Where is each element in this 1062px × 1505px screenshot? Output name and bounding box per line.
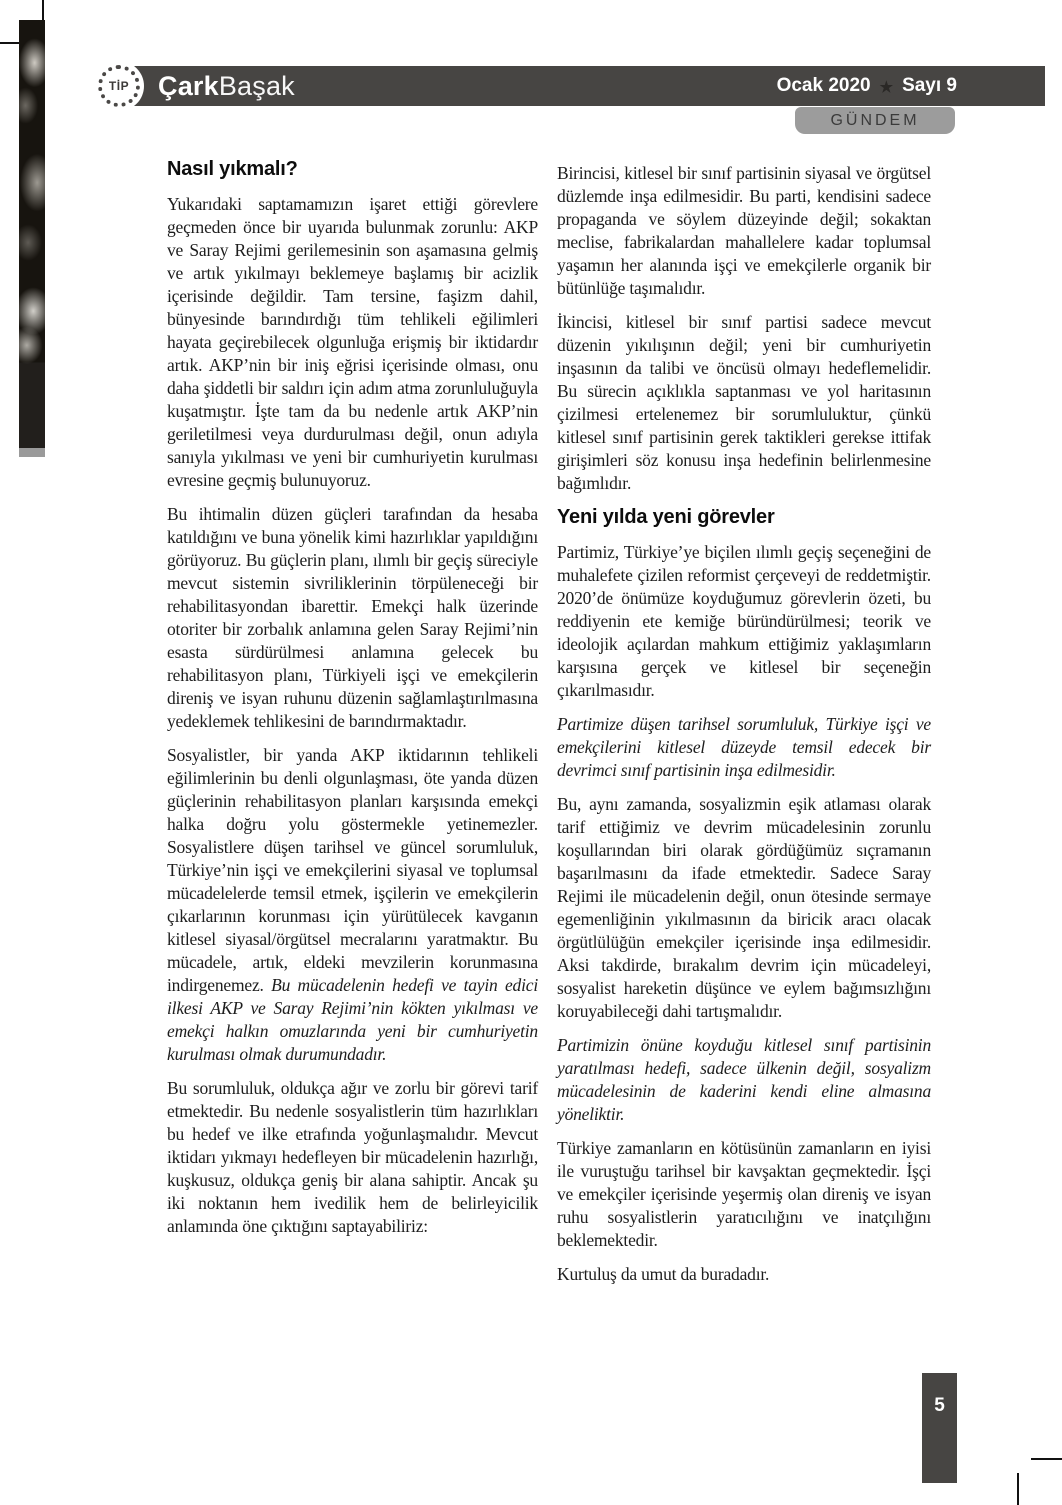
paragraph-emphasis: Bu mücadelenin hedefi ve tayin edici ilkesi AKP ve Saray Rejimi’nin kökten yıkılması ve emekçi halkın omuzlarında yeni bir cumhuriyetin kurulması olmak durumundadır. — [167, 975, 538, 1064]
paragraph: Bu, aynı zamanda, sosyalizmin eşik atlaması olarak tarif ettiğimiz ve devrim mücadelesinin zorunlu koşullarından biri olarak gördüğümüz sıçramanın başarılmasını da ifade etmektedir. Sadece Saray Rejimi ile mücadelenin değil, onun ötesinde sermaye egemenliğinin yıkılmasının da biricik aracı olacak örgütlülüğün emekçiler içerisinde inşa edilmesidir. Aksi takdirde, bırakalım devrim için mücadeleyi, sosyalist hareketin düşünce ve eylem bağımsızlığını koruyabileceği dahi tartışmalıdır. — [557, 794, 931, 1021]
left-photo-strip-footer — [19, 448, 45, 457]
section-tab-gundem: GÜNDEM — [795, 107, 955, 134]
heading-yeni-yilda-yeni-gorevler: Yeni yılda yeni görevler — [557, 506, 775, 528]
paragraph: Türkiye zamanların en kötüsünün zamanların en iyisi ile vuruştuğu tarihsel bir kavşaktan geçmektedir. İşçi ve emekçiler içerisinde yeşermiş olan direniş ve isyan ruhu sosyalistlerin yaratıcılığını ve inatçılığını beklemektedir. — [557, 1138, 931, 1250]
issue-info — [777, 66, 957, 106]
paragraph-text: Sosyalistler, bir yanda AKP iktidarının tehlikeli eğilimlerinin bu denli olgunlaşması, öte yanda düzen güçlerinin rehabilitasyon planları karşısında emekçi halka doğru yolu göstermekle yetinemezler. Sosyalistlere düşen tarihsel ve güncel sorumluluk, Türkiye’nin işçi ve emekçilerini siyasal ve toplumsal mücadelelerde temsil etmek, işçilerin ve emekçilerin çıkarlarının korunması için yürütülecek kavganın kitlesel siyasal/örgütsel mecralarını yaratmaktır. Bu mücadele, artık, eldeki mevzilerin korunmasına indirgenemez. — [167, 745, 538, 995]
paragraph-emphasis: Partimize düşen tarihsel sorumluluk, Türkiye işçi ve emekçilerini kitlesel düzeyde temsil edecek bir devrimci sınıf partisinin inşa edilmesidir. — [557, 714, 931, 780]
publication-title-light: Başak — [218, 70, 295, 101]
issue-date: Ocak 2020 — [776, 75, 871, 96]
publication-title-bold: Çark — [158, 70, 219, 101]
paragraph: Bu ihtimalin düzen güçleri tarafından da hesaba katıldığını ve buna yönelik kimi hazırlıklar yapıldığını görüyoruz. Bu güçlerin planı, ılımlı bir geçiş süreciyle mevcut sistemin sivriliklerinin törpüleneceği bir rehabilitasyondan ibarettir. Emekçi halk üzerinde otoriter bir zorbalık anlamına gelen Saray Rejimi’nin esasta sürdürülmesi anlamına gelecek bu rehabilitasyon planı, Türkiyeli işçi ve emekçilerin direniş ve isyan ruhunu düzenin sağlamlaştırılmasına yedeklemek tehlikesini de barındırmaktadır. — [167, 504, 538, 731]
issue-number: Sayı 9 — [902, 75, 957, 96]
paragraph: Bu sorumluluk, oldukça ağır ve zorlu bir görevi tarif etmektedir. Bu nedenle sosyalistlerin tüm hazırlıkları bu hedef ve ilke etrafında yoğunlaşmalıdır. Mevcut iktidarı yıkmayı hedefleyen bir mücadelenin hazırlığı, kuşkusuz, oldukça geniş bir alana sahiptir. Ancak şu iki noktanın hem ivedilik hem de belirleyicilik anlamında öne çıktığını saptayabiliriz: — [167, 1078, 538, 1236]
paragraph — [167, 744, 538, 1066]
left-photo-bleed-strip — [19, 20, 45, 448]
paragraph: Birincisi, kitlesel bir sınıf partisinin siyasal ve örgütsel düzlemde inşa edilmesidir. Bu parti, kendisini sadece propaganda ve söylem düzeyinde değil; sokaktan meclise, fabrikalardan mahallelere kadar toplumsal yaşamın her alanında işçi ve emekçilerle organik bir bütünlüğe taşımalıdır. — [557, 163, 931, 298]
publication-title — [158, 66, 295, 106]
tip-wreath-icon — [98, 65, 140, 107]
paragraph: Yukarıdaki saptamamızın işaret ettiği görevlere geçmeden önce bir uyarıda bulunmak zorunlu: AKP ve Saray Rejimi gerilemesinin son aşamasına gelmiş ve artık yıkılmayı beklemeye başlamış bir acizlik içerisinde değildir. Tam tersine, faşizm dahil, bünyesinde barındırdığı tüm tehlikeli eğilimleri hayata geçirebilecek olgunluğa erişmiş bir iktidardır artık. AKP’nin bir iniş eğrisi içerisinde olması, onu daha şiddetli bir saldırı için adım atma zorunluluğuyla kuşatmıştır. İşte tam da bu nedenle artık AKP’nin geriletilmesi veya durdurulması değil, onun adıyla sanıyla yıkılması ve yeni bir cumhuriyetin kurulması evresine geçmiş bulunuyoruz. — [167, 194, 538, 490]
tip-logo-text: TİP — [108, 79, 130, 93]
paragraph-emphasis: Partimizin önüne koyduğu kitlesel sınıf partisinin yaratılması hedefi, sadece ülkenin değil, sosyalizm mücadelesinin de kaderini kendi eline almasına yöneliktir. — [557, 1035, 931, 1124]
page-number: 5 — [934, 1395, 945, 1416]
masthead-bar — [108, 66, 1045, 106]
paragraph: İkincisi, kitlesel bir sınıf partisi sadece mevcut düzenin yıkılışının değil; yeni bir cumhuriyetin inşasının da talibi ve öncüsü olmayı hedeflemelidir. Bu sürecin açıklıkla saptanması ve yol haritasının çizilmesi ertelenemez bir sorumluluktur, çünkü kitlesel sınıf partisinin gerek taktikleri gerekse ittifak girişimleri söz konusu inşa hedefinin belirlenmesine bağımlıdır. — [557, 312, 931, 493]
paragraph: Kurtuluş da umut da buradadır. — [557, 1264, 770, 1284]
crop-mark-bottom-right-horizontal — [1031, 1458, 1062, 1460]
crop-mark-bottom-right-vertical — [1017, 1473, 1019, 1505]
star-icon: ★ — [879, 79, 894, 96]
article-column-left — [167, 158, 538, 1249]
page-number-box — [922, 1373, 957, 1483]
tip-logo — [94, 61, 144, 111]
article-column-right — [557, 162, 931, 1297]
heading-nasil-yikmali: Nasıl yıkmalı? — [167, 158, 298, 180]
paragraph: Partimiz, Türkiye’ye biçilen ılımlı geçiş seçeneğini de muhalefete çizilen reformist çerçeveyi de reddetmiştir. 2020’de önümüze koyduğumuz görevlerin özeti, bu reddiyenin ete kemiğe büründürülmesi; teorik ve ideolojik açılardan mahkum ettiğimiz yaklaşımların karşısına gerçek ve kitlesel bir seçeneğin çıkarılmasıdır. — [557, 542, 931, 700]
